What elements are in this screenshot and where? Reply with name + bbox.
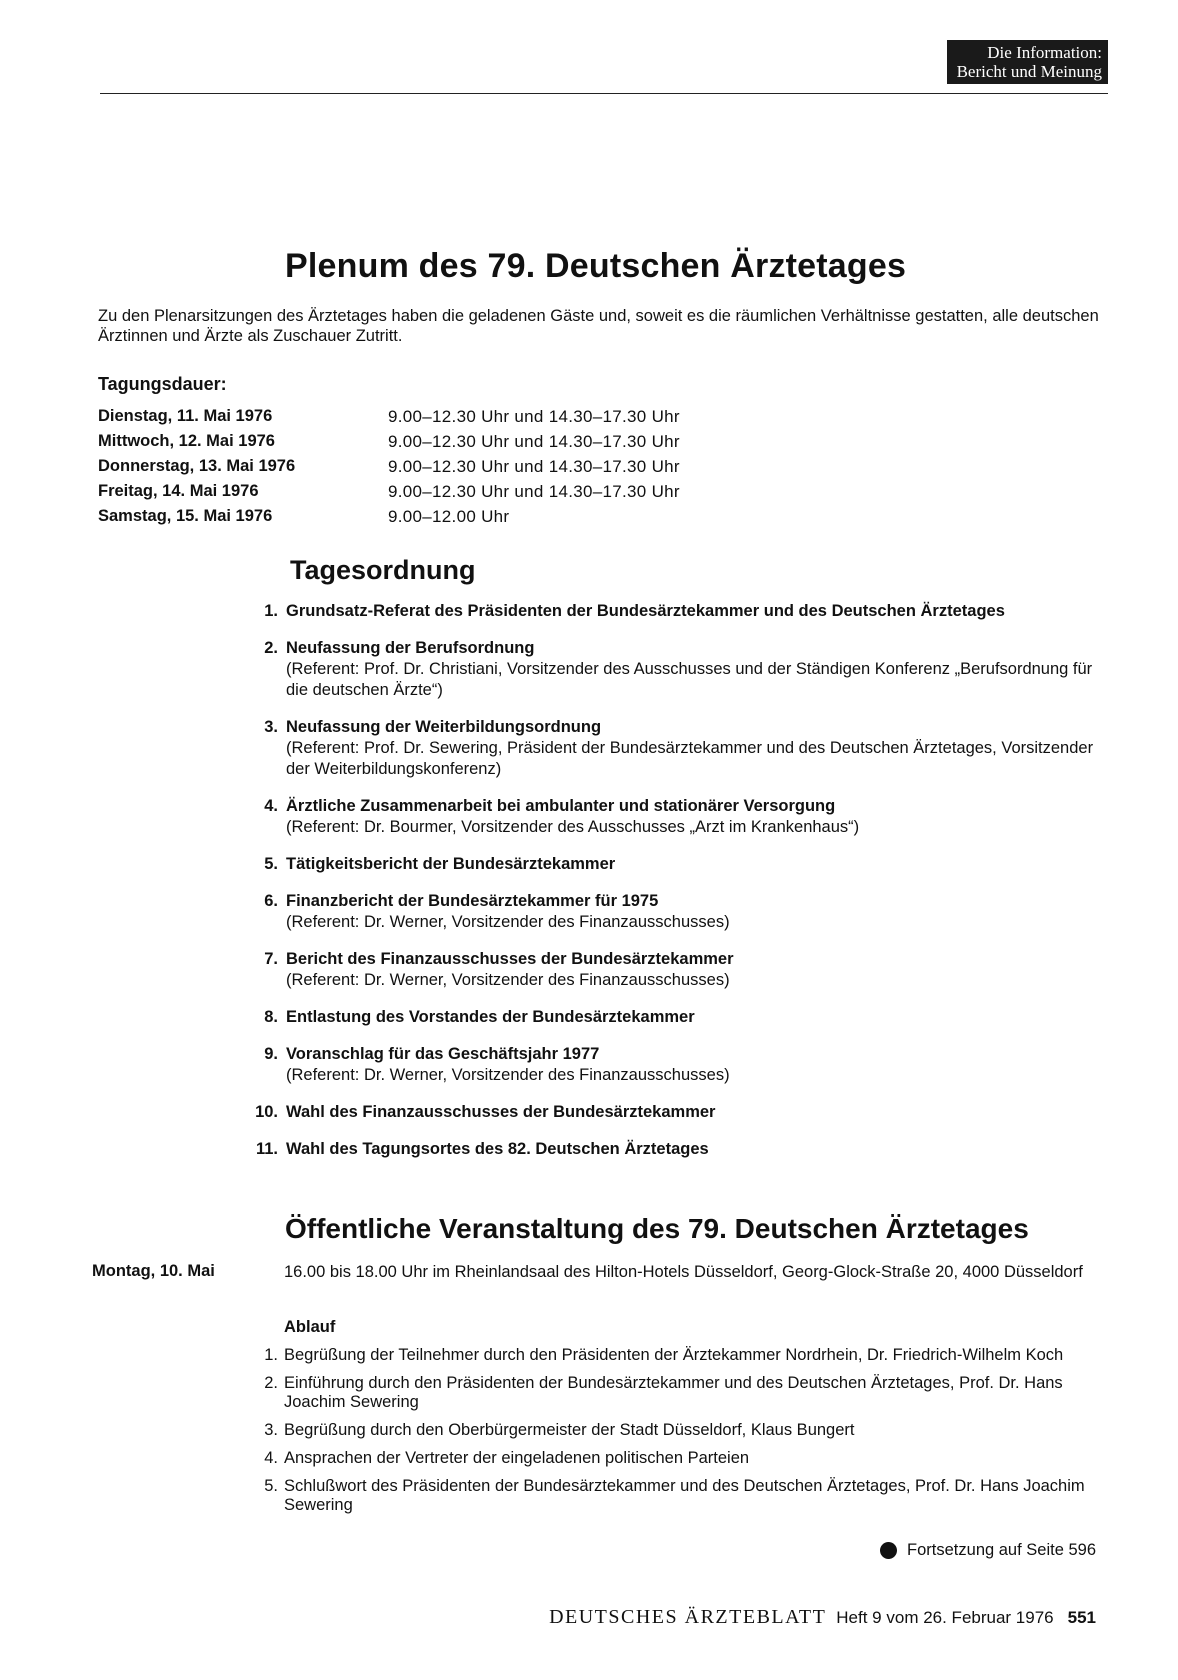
ablauf-number: 5.: [264, 1477, 278, 1495]
agenda-referent: (Referent: Dr. Werner, Vorsitzender des Finanzausschusses): [286, 913, 730, 931]
agenda-number: 7.: [264, 950, 278, 968]
section-label-line1: Die Information:: [987, 43, 1102, 62]
schedule-row: [98, 404, 798, 429]
agenda-item: [240, 1138, 1110, 1160]
agenda-list: [240, 600, 1110, 1175]
agenda-referent: (Referent: Dr. Werner, Vorsitzender des Finanzausschusses): [286, 971, 730, 989]
journal-name: DEUTSCHES ÄRZTEBLATT: [549, 1606, 827, 1628]
ablauf-number: 3.: [264, 1421, 278, 1439]
schedule-time: 9.00–12.30 Uhr und 14.30–17.30 Uhr: [388, 481, 680, 501]
agenda-title: Neufassung der Weiterbildungsordnung: [286, 718, 602, 736]
schedule-row: [98, 429, 798, 454]
agenda-item: [240, 890, 1110, 933]
schedule-day: Samstag, 15. Mai 1976: [98, 507, 273, 525]
agenda-title: Entlastung des Vorstandes der Bundesärztekammer: [286, 1008, 695, 1026]
agenda-item: [240, 795, 1110, 838]
ablauf-item: [250, 1477, 1100, 1515]
agenda-item: [240, 1101, 1110, 1123]
agenda-item: [240, 1006, 1110, 1028]
event-day: Montag, 10. Mai: [92, 1262, 215, 1280]
ablauf-item: [250, 1374, 1100, 1412]
ablauf-text: Einführung durch den Präsidenten der Bundesärztekammer und des Deutschen Ärztetages, Prof. Dr. Hans Joachim Sewering: [284, 1374, 1063, 1411]
agenda-number: 8.: [264, 1008, 278, 1026]
section-badge: [947, 40, 1108, 84]
schedule-row: [98, 479, 798, 504]
agenda-item: [240, 853, 1110, 875]
tagesordnung-heading: Tagesordnung: [290, 555, 476, 585]
schedule-day: Mittwoch, 12. Mai 1976: [98, 432, 275, 450]
ablauf-text: Schlußwort des Präsidenten der Bundesärztekammer und des Deutschen Ärztetages, Prof. Dr. Hans Joachim Sewering: [284, 1477, 1085, 1514]
schedule-time: 9.00–12.00 Uhr: [388, 506, 510, 526]
intro-paragraph: Zu den Plenarsitzungen des Ärztetages haben die geladenen Gäste und, soweit es die räumlichen Verhältnisse gestatten, alle deutschen Ärztinnen und Ärzte als Zuschauer Zutritt.: [98, 307, 1099, 345]
event-description: 16.00 bis 18.00 Uhr im Rheinlandsaal des Hilton-Hotels Düsseldorf, Georg-Glock-Straße 20, 4000 Düsseldorf: [284, 1263, 1083, 1281]
header-rule: [100, 93, 1108, 94]
page-title: Plenum des 79. Deutschen Ärztetages: [285, 247, 907, 285]
schedule-row: [98, 504, 798, 529]
schedule-time: 9.00–12.30 Uhr und 14.30–17.30 Uhr: [388, 431, 680, 451]
ablauf-text: Begrüßung durch den Oberbürgermeister der Stadt Düsseldorf, Klaus Bungert: [284, 1421, 855, 1439]
agenda-title: Finanzbericht der Bundesärztekammer für 1975: [286, 892, 659, 910]
agenda-number: 2.: [264, 639, 278, 657]
continuation-text: Fortsetzung auf Seite 596: [907, 1541, 1096, 1559]
agenda-title: Bericht des Finanzausschusses der Bundesärztekammer: [286, 950, 734, 968]
agenda-item: [240, 600, 1110, 622]
agenda-number: 5.: [264, 855, 278, 873]
page-number: 551: [1067, 1608, 1096, 1627]
agenda-number: 1.: [264, 602, 278, 620]
ablauf-number: 2.: [264, 1374, 278, 1392]
agenda-title: Wahl des Finanzausschusses der Bundesärztekammer: [286, 1103, 716, 1121]
agenda-referent: (Referent: Prof. Dr. Christiani, Vorsitzender des Ausschusses und der Ständigen Konferenz „Berufsordnung für die deutschen Ärzte“): [286, 660, 1093, 699]
agenda-item: [240, 716, 1110, 780]
schedule-day: Freitag, 14. Mai 1976: [98, 482, 259, 500]
bullet-icon: [880, 1542, 897, 1559]
page-footer: [549, 1606, 1096, 1629]
agenda-title: Ärztliche Zusammenarbeit bei ambulanter und stationärer Versorgung: [286, 797, 836, 815]
agenda-number: 3.: [264, 718, 278, 736]
ablauf-text: Ansprachen der Vertreter der eingeladenen politischen Parteien: [284, 1449, 750, 1467]
agenda-title: Tätigkeitsbericht der Bundesärztekammer: [286, 855, 616, 873]
continuation-note: [880, 1541, 1096, 1560]
agenda-title: Grundsatz-Referat des Präsidenten der Bundesärztekammer und des Deutschen Ärztetages: [286, 602, 1005, 620]
tagungsdauer-heading: Tagungsdauer:: [98, 374, 227, 394]
schedule-time: 9.00–12.30 Uhr und 14.30–17.30 Uhr: [388, 406, 680, 426]
ablauf-number: 1.: [264, 1346, 278, 1364]
agenda-item: [240, 1043, 1110, 1086]
schedule-list: [98, 404, 798, 529]
ablauf-item: [250, 1449, 1100, 1468]
ablauf-item: [250, 1346, 1100, 1365]
agenda-referent: (Referent: Prof. Dr. Sewering, Präsident der Bundesärztekammer und des Deutschen Ärztetages, Vorsitzender der Weiterbildungskonferenz): [286, 739, 1094, 778]
schedule-time: 9.00–12.30 Uhr und 14.30–17.30 Uhr: [388, 456, 680, 476]
ablauf-text: Begrüßung der Teilnehmer durch den Präsidenten der Ärztekammer Nordrhein, Dr. Friedrich-Wilhelm Koch: [284, 1346, 1064, 1364]
agenda-number: 11.: [255, 1140, 278, 1158]
agenda-number: 6.: [264, 892, 278, 910]
agenda-number: 10.: [255, 1103, 278, 1121]
ablauf-item: [250, 1421, 1100, 1440]
agenda-referent: (Referent: Dr. Bourmer, Vorsitzender des Ausschusses „Arzt im Krankenhaus“): [286, 818, 860, 836]
agenda-item: [240, 948, 1110, 991]
schedule-day: Dienstag, 11. Mai 1976: [98, 407, 273, 425]
issue-info: Heft 9 vom 26. Februar 1976: [836, 1608, 1054, 1627]
section-label-line2: Bericht und Meinung: [956, 62, 1102, 81]
ablauf-list: [250, 1346, 1100, 1524]
ablauf-heading: Ablauf: [284, 1318, 336, 1336]
agenda-title: Wahl des Tagungsortes des 82. Deutschen Ärztetages: [286, 1140, 709, 1158]
agenda-title: Neufassung der Berufsordnung: [286, 639, 535, 657]
ablauf-number: 4.: [264, 1449, 278, 1467]
agenda-number: 4.: [264, 797, 278, 815]
agenda-item: [240, 637, 1110, 701]
schedule-day: Donnerstag, 13. Mai 1976: [98, 457, 296, 475]
agenda-title: Voranschlag für das Geschäftsjahr 1977: [286, 1045, 600, 1063]
oeffentliche-veranstaltung-heading: Öffentliche Veranstaltung des 79. Deutschen Ärztetages: [285, 1213, 1029, 1244]
agenda-number: 9.: [264, 1045, 278, 1063]
schedule-row: [98, 454, 798, 479]
agenda-referent: (Referent: Dr. Werner, Vorsitzender des Finanzausschusses): [286, 1066, 730, 1084]
